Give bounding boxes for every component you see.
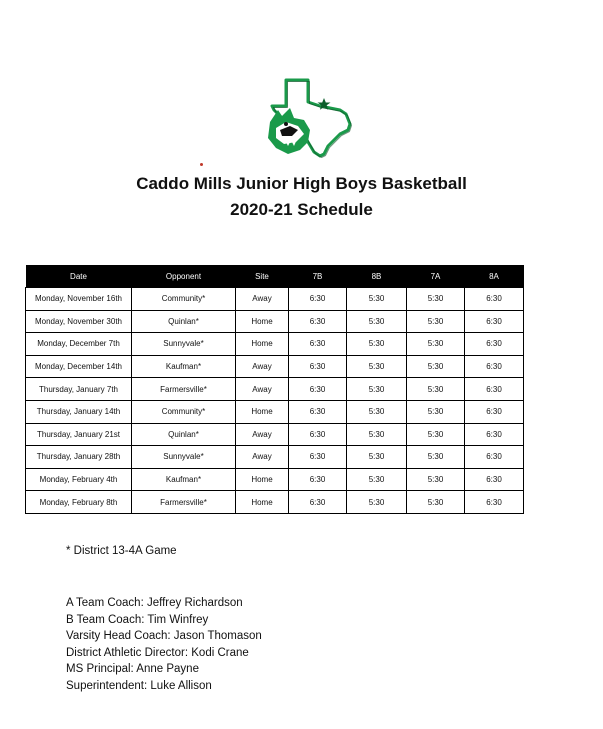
- cell-8b: 5:30: [347, 355, 407, 378]
- cell-site: Home: [236, 468, 289, 491]
- cell-8a: 6:30: [465, 446, 524, 469]
- cell-opponent: Sunnyvale*: [132, 333, 236, 356]
- cell-8a: 6:30: [465, 310, 524, 333]
- table-row: [26, 491, 524, 514]
- cell-opponent: Community*: [132, 288, 236, 311]
- table-row: [26, 310, 524, 333]
- cell-date: Monday, February 4th: [26, 468, 132, 491]
- cell-7a: 5:30: [407, 355, 465, 378]
- cell-site: Home: [236, 400, 289, 423]
- cell-7a: 5:30: [407, 491, 465, 514]
- table-row: [26, 446, 524, 469]
- staff-list: [66, 595, 262, 695]
- cell-7a: 5:30: [407, 333, 465, 356]
- cell-opponent: Farmersville*: [132, 378, 236, 401]
- cell-8b: 5:30: [347, 423, 407, 446]
- staff-a-team-coach: A Team Coach: Jeffrey Richardson: [66, 597, 243, 609]
- table-header-row: [26, 265, 524, 288]
- cell-site: Away: [236, 355, 289, 378]
- col-header-8b: 8B: [347, 265, 407, 288]
- cell-8b: 5:30: [347, 468, 407, 491]
- cell-7b: 6:30: [289, 423, 347, 446]
- cell-8b: 5:30: [347, 333, 407, 356]
- cell-7a: 5:30: [407, 446, 465, 469]
- cell-date: Thursday, January 21st: [26, 423, 132, 446]
- cell-opponent: Quinlan*: [132, 423, 236, 446]
- cell-8a: 6:30: [465, 355, 524, 378]
- table-row: [26, 288, 524, 311]
- table-row: [26, 423, 524, 446]
- cell-date: Thursday, January 14th: [26, 400, 132, 423]
- cell-opponent: Farmersville*: [132, 491, 236, 514]
- cell-8b: 5:30: [347, 400, 407, 423]
- red-dot: [200, 163, 203, 166]
- wolf-head-icon: [268, 108, 310, 154]
- cell-site: Away: [236, 423, 289, 446]
- cell-7a: 5:30: [407, 378, 465, 401]
- cell-opponent: Sunnyvale*: [132, 446, 236, 469]
- cell-8b: 5:30: [347, 446, 407, 469]
- cell-date: Monday, December 14th: [26, 355, 132, 378]
- col-header-7a: 7A: [407, 265, 465, 288]
- table-row: [26, 400, 524, 423]
- cell-7b: 6:30: [289, 491, 347, 514]
- staff-ms-principal: MS Principal: Anne Payne: [66, 663, 199, 676]
- cell-site: Home: [236, 333, 289, 356]
- cell-date: Monday, December 7th: [26, 333, 132, 356]
- cell-7a: 5:30: [407, 400, 465, 423]
- cell-8b: 5:30: [347, 491, 407, 514]
- cell-opponent: Community*: [132, 400, 236, 423]
- cell-7b: 6:30: [289, 355, 347, 378]
- cell-date: Monday, November 30th: [26, 310, 132, 333]
- table-row: [26, 378, 524, 401]
- cell-site: Away: [236, 446, 289, 469]
- cell-7b: 6:30: [289, 310, 347, 333]
- cell-opponent: Quinlan*: [132, 310, 236, 333]
- cell-7b: 6:30: [289, 400, 347, 423]
- texas-wolf-logo: [264, 76, 354, 160]
- cell-7b: 6:30: [289, 446, 347, 469]
- cell-8a: 6:30: [465, 333, 524, 356]
- table-row: [26, 468, 524, 491]
- cell-date: Monday, November 16th: [26, 288, 132, 311]
- schedule-table: [25, 265, 524, 514]
- cell-site: Home: [236, 310, 289, 333]
- staff-athletic-director: District Athletic Director: Kodi Crane: [66, 646, 249, 659]
- cell-8a: 6:30: [465, 378, 524, 401]
- cell-8a: 6:30: [465, 400, 524, 423]
- cell-site: Away: [236, 378, 289, 401]
- col-header-date: Date: [26, 265, 132, 288]
- col-header-site: Site: [236, 265, 289, 288]
- cell-7b: 6:30: [289, 468, 347, 491]
- cell-7a: 5:30: [407, 310, 465, 333]
- cell-8a: 6:30: [465, 491, 524, 514]
- cell-7b: 6:30: [289, 333, 347, 356]
- cell-date: Thursday, January 7th: [26, 378, 132, 401]
- district-game-note: * District 13-4A Game: [66, 545, 177, 557]
- cell-7a: 5:30: [407, 423, 465, 446]
- staff-b-team-coach: B Team Coach: Tim Winfrey: [66, 613, 209, 626]
- cell-date: Monday, February 8th: [26, 491, 132, 514]
- cell-opponent: Kaufman*: [132, 355, 236, 378]
- cell-site: Away: [236, 288, 289, 311]
- col-header-7b: 7B: [289, 265, 347, 288]
- table-row: [26, 355, 524, 378]
- page-subtitle: 2020-21 Schedule: [230, 200, 373, 219]
- cell-8b: 5:30: [347, 288, 407, 311]
- cell-8a: 6:30: [465, 288, 524, 311]
- page-title: Caddo Mills Junior High Boys Basketball: [136, 174, 467, 193]
- cell-8a: 6:30: [465, 468, 524, 491]
- staff-varsity-head-coach: Varsity Head Coach: Jason Thomason: [66, 630, 262, 643]
- cell-8a: 6:30: [465, 423, 524, 446]
- table-row: [26, 333, 524, 356]
- cell-8b: 5:30: [347, 310, 407, 333]
- cell-7a: 5:30: [407, 288, 465, 311]
- cell-opponent: Kaufman*: [132, 468, 236, 491]
- staff-superintendent: Superintendent: Luke Allison: [66, 679, 212, 692]
- cell-date: Thursday, January 28th: [26, 446, 132, 469]
- col-header-8a: 8A: [465, 265, 524, 288]
- cell-7b: 6:30: [289, 288, 347, 311]
- cell-site: Home: [236, 491, 289, 514]
- cell-7b: 6:30: [289, 378, 347, 401]
- cell-7a: 5:30: [407, 468, 465, 491]
- cell-8b: 5:30: [347, 378, 407, 401]
- col-header-opponent: Opponent: [132, 265, 236, 288]
